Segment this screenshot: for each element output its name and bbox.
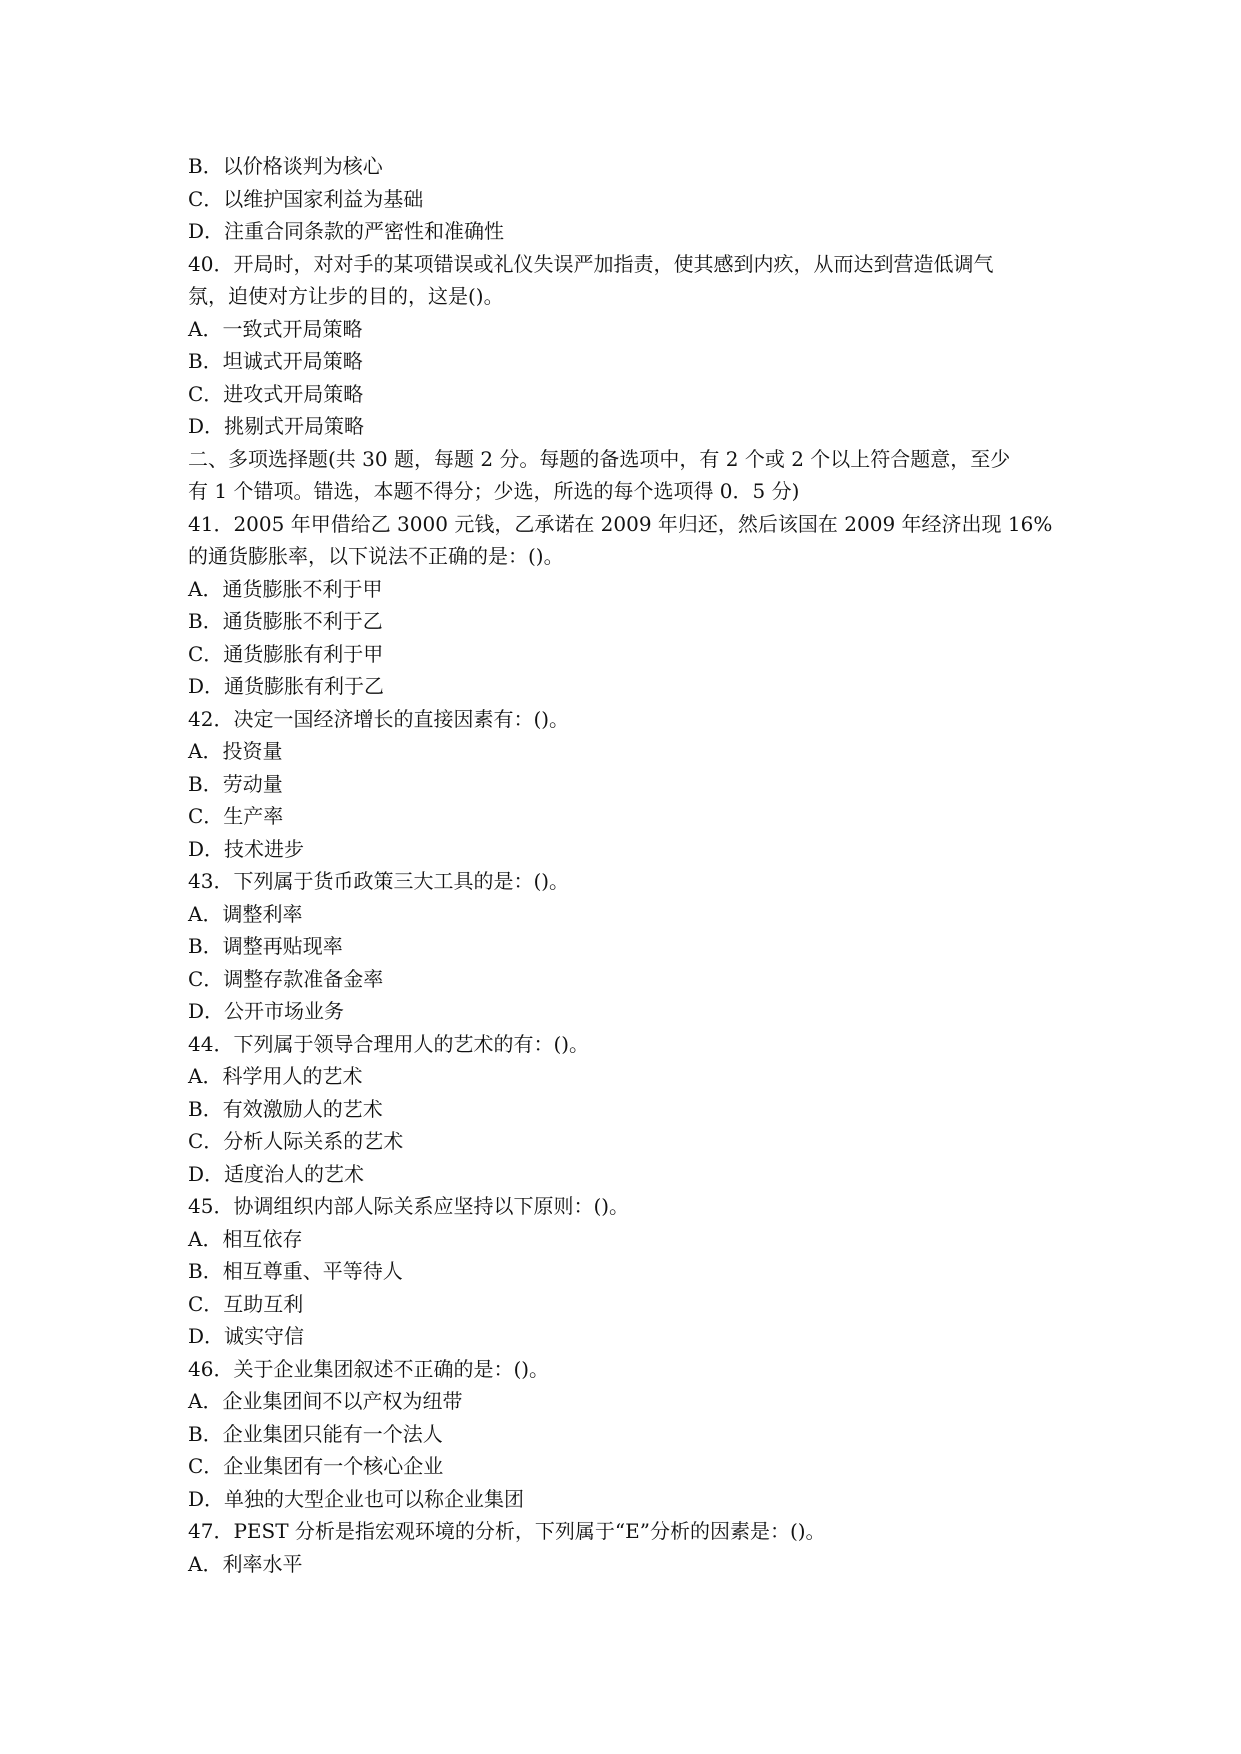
option-c-national-interest: C．以维护国家利益为基础	[188, 186, 424, 211]
question-45-option-d: D．诚实守信	[188, 1324, 305, 1348]
question-41-option-d: D．通货膨胀有利于乙	[188, 674, 385, 698]
question-40-stem-continued: 氛，迫使对方让步的目的，这是()。	[188, 284, 504, 308]
question-43-option-b: B．调整再贴现率	[188, 934, 343, 958]
question-44-option-b: B．有效激励人的艺术	[188, 1096, 383, 1121]
question-46-option-a: A．企业集团间不以产权为纽带	[188, 1389, 463, 1413]
question-43-option-d: D．公开市场业务	[188, 999, 345, 1023]
question-47-stem: 47．PEST 分析是指宏观环境的分析，下列属于“E”分析的因素是：()。	[188, 1519, 826, 1543]
question-46-option-b: B．企业集团只能有一个法人	[188, 1421, 443, 1446]
question-43-stem: 43．下列属于货币政策三大工具的是：()。	[188, 869, 570, 893]
question-42-option-a: A．投资量	[188, 739, 283, 763]
question-42-stem: 42．决定一国经济增长的直接因素有：()。	[188, 706, 570, 731]
section-heading-continued: 有 1 个错项。错选，本题不得分；少选，所选的每个选项得 0．5 分)	[188, 479, 800, 503]
section-heading-multiple-choice: 二、多项选择题(共 30 题，每题 2 分。每题的备选项中，有 2 个或 2 个以上符合题意，至少	[188, 446, 1011, 471]
question-40-option-d: D．挑剔式开局策略	[188, 414, 365, 438]
question-40-option-c: C．进攻式开局策略	[188, 381, 364, 406]
question-44-option-d: D．适度治人的艺术	[188, 1161, 365, 1186]
question-46-stem: 46．关于企业集团叙述不正确的是：()。	[188, 1356, 550, 1381]
question-45-option-b: B．相互尊重、平等待人	[188, 1259, 403, 1283]
question-46-option-d: D．单独的大型企业也可以称企业集团	[188, 1486, 525, 1511]
question-41-option-a: A．通货膨胀不利于甲	[188, 576, 383, 601]
question-42-option-d: D．技术进步	[188, 836, 305, 861]
option-d-contract-terms: D．注重合同条款的严密性和准确性	[188, 219, 505, 243]
question-45-option-a: A．相互依存	[188, 1226, 303, 1251]
question-41-stem: 41．2005 年甲借给乙 3000 元钱，乙承诺在 2009 年归还，然后该国在 2009 年经济出现 16%	[188, 511, 1053, 536]
option-b-price-negotiation: B．以价格谈判为核心	[188, 154, 383, 178]
question-41-option-b: B．通货膨胀不利于乙	[188, 609, 383, 633]
question-40-stem: 40．开局时，对对手的某项错误或礼仪失误严加指责，使其感到内疚，从而达到营造低调气	[188, 251, 994, 276]
question-41-stem-continued: 的通货膨胀率，以下说法不正确的是：()。	[188, 544, 564, 568]
document-body	[188, 150, 1088, 1580]
question-45-stem: 45．协调组织内部人际关系应坚持以下原则：()。	[188, 1194, 630, 1218]
question-40-option-a: A．一致式开局策略	[188, 316, 363, 341]
question-45-option-c: C．互助互利	[188, 1291, 304, 1316]
question-41-option-c: C．通货膨胀有利于甲	[188, 641, 384, 666]
question-47-option-a: A．利率水平	[188, 1551, 303, 1576]
question-43-option-a: A．调整利率	[188, 901, 303, 926]
question-43-option-c: C．调整存款准备金率	[188, 966, 384, 991]
question-44-stem: 44．下列属于领导合理用人的艺术的有：()。	[188, 1031, 590, 1056]
question-44-option-a: A．科学用人的艺术	[188, 1064, 363, 1088]
question-44-option-c: C．分析人际关系的艺术	[188, 1129, 404, 1153]
question-42-option-b: B．劳动量	[188, 771, 283, 796]
question-46-option-c: C．企业集团有一个核心企业	[188, 1454, 444, 1478]
question-40-option-b: B．坦诚式开局策略	[188, 349, 363, 373]
question-42-option-c: C．生产率	[188, 804, 284, 828]
